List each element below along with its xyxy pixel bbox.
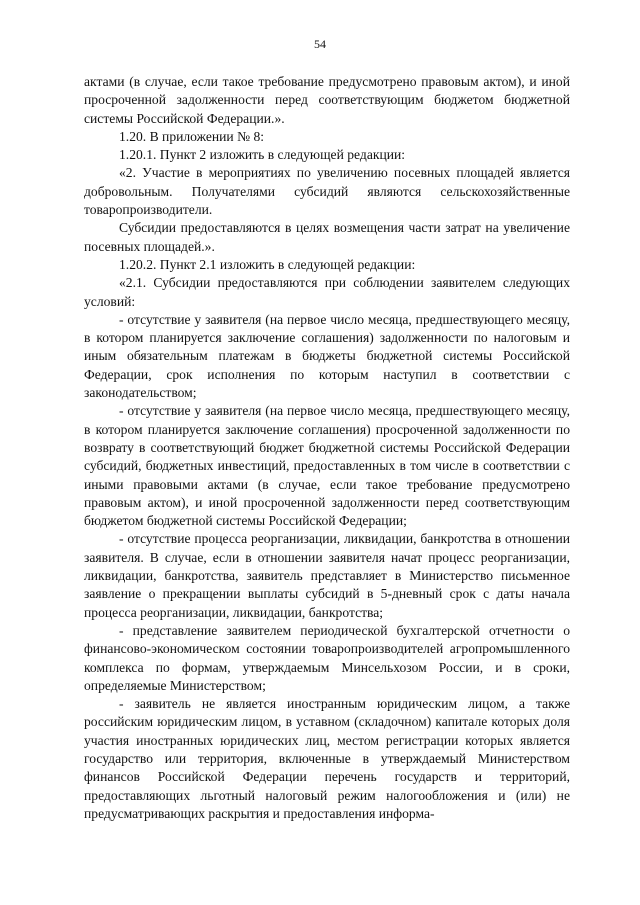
paragraph-subsidies-purpose: Субсидии предоставляются в целях возмещения части затрат на увеличение посевных площадей.». [84, 220, 570, 254]
page-number: 54 [314, 37, 326, 51]
condition-not-foreign-entity: - заявитель не является иностранным юридическим лицом, а также российским юридическим лицом, в уставном (складочном) капитале которых доля участия иностранных юридических лиц, местом регистрации которых является государство или территория, включенные в утверждаемый Министерством финансов Российской Федерации перечень государств и территорий, предоставляющих льготный налоговый режим налогообложения и (или) не предусматривающих раскрытия и предоставления информа- [84, 696, 570, 821]
paragraph-continuation: актами (в случае, если такое требование предусмотрено правовым актом), и иной просроченной задолженности перед соответствующим бюджетом бюджетной системы Российской Федерации.». [84, 74, 570, 126]
condition-no-tax-debt: - отсутствие у заявителя (на первое число месяца, предшествующего месяцу, в котором планируется заключение соглашения) задолженности по налоговым и иным обязательным платежам в бюджеты бюджетной системы Российской Федерации, срок исполнения по которым наступил в соответствии с законодательством; [84, 311, 570, 401]
condition-accounting-reports: - представление заявителем периодической бухгалтерской отчетности о финансово-экономическом состоянии товаропроизводителей агропромышленного комплекса по формам, утверждаемым Минсельхозом России, и в сроки, определяемые Министерством; [84, 622, 570, 693]
document-body [84, 73, 570, 823]
paragraph-point-2: «2. Участие в мероприятиях по увеличению посевных площадей является добровольным. Получателями субсидий являются сельскохозяйственные товаропроизводители. [84, 165, 570, 218]
paragraph-1-20: 1.20. В приложении № 8: [119, 128, 265, 144]
paragraph-1-20-2: 1.20.2. Пункт 2.1 изложить в следующей редакции: [119, 256, 416, 272]
condition-no-overdue-debt: - отсутствие у заявителя (на первое число месяца, предшествующего месяцу, в котором планируется заключение соглашения) просроченной задолженности по возврату в соответствующий бюджет бюджетной системы Российской Федерации субсидий, бюджетных инвестиций, предоставленных в том числе в соответствии с иными правовыми актами (в случае, если такое требование предусмотрено правовым актом), и иной просроченной задолженности перед соответствующим бюджетом бюджетной системы Российской Федерации; [84, 403, 570, 529]
paragraph-1-20-1: 1.20.1. Пункт 2 изложить в следующей редакции: [119, 147, 406, 163]
paragraph-point-2-1: «2.1. Субсидии предоставляются при соблюдении заявителем следующих условий: [84, 275, 570, 309]
condition-no-reorganization: - отсутствие процесса реорганизации, ликвидации, банкротства в отношении заявителя. В случае, если в отношении заявителя начат процесс реорганизации, ликвидации, банкротства, заявитель представляет в Министерство письменное заявление о прекращении выплаты субсидий в 5-дневный срок с даты начала процесса реорганизации, ликвидации, банкротства; [84, 531, 570, 620]
